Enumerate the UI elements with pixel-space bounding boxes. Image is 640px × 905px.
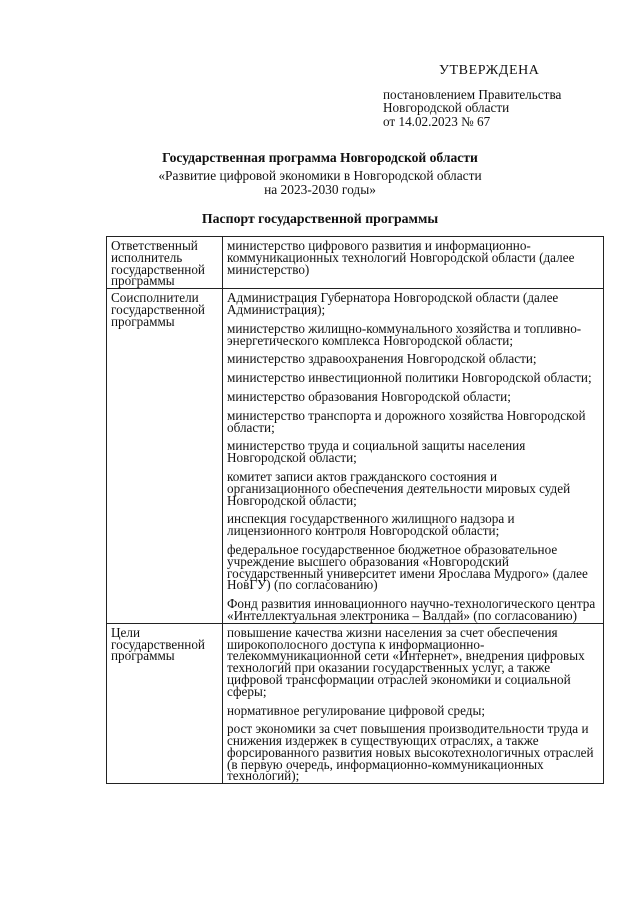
list-item: Фонд развития инновационного научно-технологического центра «Интеллектуальная электроника – Валдай» (по согласованию) (227, 596, 596, 623)
row-value (223, 623, 604, 784)
program-subtitle (0, 169, 640, 196)
program-title: Государственная программа Новгородской области (162, 150, 478, 165)
list-item: нормативное регулирование цифровой среды; (227, 702, 485, 718)
program-subtitle-line: на 2023-2030 годы» (264, 181, 376, 197)
approval-block (383, 64, 623, 128)
list-item: инспекция государственного жилищного надзора и лицензионного контроля Новгородской области; (227, 511, 515, 539)
list-item: Администрация Губернатора Новгородской области (далее Администрация); (227, 290, 559, 317)
table-row (107, 623, 604, 784)
table-row (107, 237, 604, 289)
list-item: министерство цифрового развития и информационно-коммуникационных технологий Новгородской области (далее министерство) (227, 238, 575, 277)
row-label: Ответственный исполнитель государственной программы (107, 237, 223, 289)
list-item: федеральное государственное бюджетное образовательное учреждение высшего образования «Новгородский государственный университет имени Ярослава Мудрого» (далее НовГУ) (по согласованию) (227, 541, 588, 593)
row-value (223, 289, 604, 624)
list-item: министерство транспорта и дорожного хозяйства Новгородской области; (227, 407, 586, 435)
passport-table (106, 236, 604, 784)
table-row (107, 289, 604, 624)
list-item: комитет записи актов гражданского состояния и организационного обеспечения деятельности мировых судей Новгородской области; (227, 468, 571, 508)
approval-stamp: УТВЕРЖДЕНА (439, 63, 540, 78)
list-item: министерство образования Новгородской области; (227, 388, 511, 404)
list-item: министерство жилищно-коммунального хозяйства и топливно-энергетического комплекса Новгородской области; (227, 320, 582, 348)
row-value (223, 237, 604, 289)
row-label: Соисполнители государственной программы (107, 289, 223, 624)
passport-title: Паспорт государственной программы (201, 211, 439, 226)
approval-line: от 14.02.2023 № 67 (383, 113, 491, 129)
row-label: Цели государственной программы (107, 623, 223, 784)
list-item: министерство инвестиционной политики Новгородской области; (227, 370, 592, 386)
list-item: рост экономики за счет повышения производительности труда и снижения издержек в существующих отраслях, а также форсированного развития новых высокотехнологичных отраслей (в первую очередь, информационно-коммуникационных технологий); (227, 721, 594, 784)
list-item: министерство здравоохранения Новгородской области; (227, 351, 537, 367)
list-item: министерство труда и социальной защиты населения Новгородской области; (227, 438, 526, 466)
list-item: повышение качества жизни населения за счет обеспечения широкополосного доступа к информационно-телекоммуникационной сети «Интернет», внедрения цифровых технологий при оказании государственных услуг, а также цифровой трансформации отраслей экономики и социальной сферы; (227, 624, 585, 699)
approval-line: постановлением Правительства (383, 86, 562, 102)
approval-line: Новгородской области (383, 100, 510, 115)
program-subtitle-line: «Развитие цифровой экономики в Новгородской области (158, 168, 482, 183)
